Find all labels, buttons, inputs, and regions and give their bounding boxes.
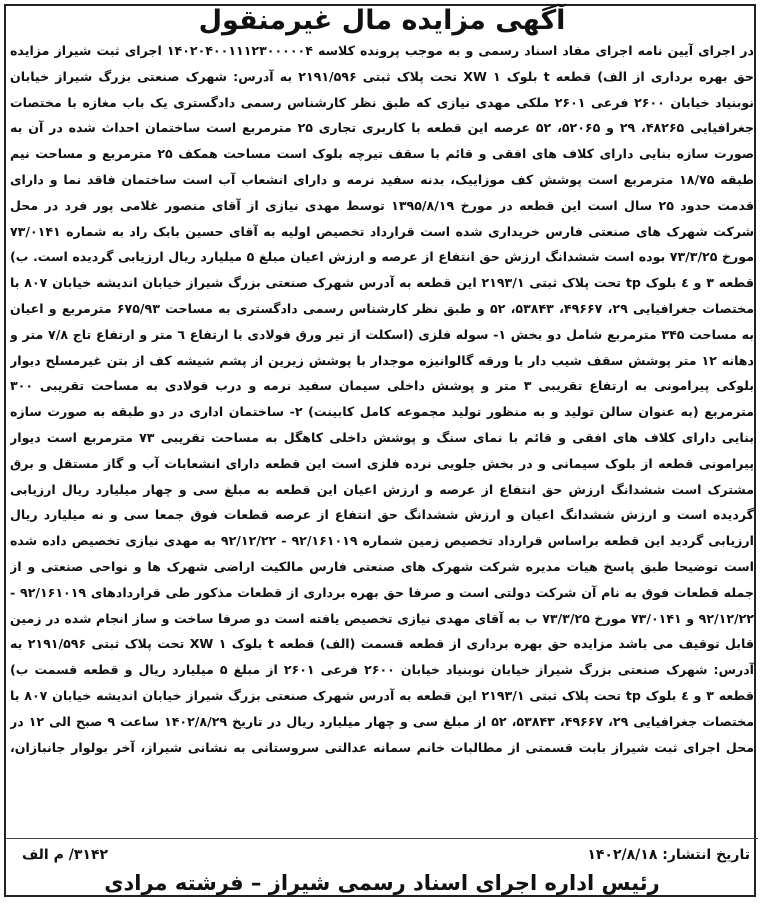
publish-date [587,845,750,865]
reference-number: ۳۱۴۲/ م الف [22,847,109,863]
footer-divider [6,838,758,839]
publish-date-value: ۱۴۰۲/۸/۱۸ [587,847,658,863]
publish-date-label: تاریخ انتشار: [662,847,750,863]
notice-title: آگهی مزایده مال غیرمنقول [198,5,566,36]
notice-body: در اجرای آیین نامه اجرای مفاد اسناد رسمی و به موجب پرونده کلاسه ۱۴۰۲۰۴۰۰۱۱۱۲۳۰۰۰۰۰۴ اجرای ثبت شیراز مزایده حق بهره برداری از الف) قطعه t بلوک ۱ XW تحت پلاک ثبتی ۲۱۹۱/۵۹۶ به آدرس: شهرک صنعتی بزرگ شیراز خیابان نوبنیاد خیابان ۲۶۰۰ فرعی ۲۶۰۱ ملکی مهدی نیازی که طبق نظر کارشناس رسمی دادگستری یک باب مغازه با مختصات جغرافیایی ۴۸۲۶۵، ۲۹ و ۵۲۰۶۵، ۵۲ عرصه این قطعه با کاربری تجاری ۲۵ مترمربع است ساختمان احداث شده در آن به صورت سازه بنایی دارای کلاف های افقی و قائم با سقف تیرچه بلوک است مساحت همکف ۲۵ مترمربع و مساحت نیم طبقه ۱۸/۷۵ مترمربع است پوشش کف موزاییک، بدنه سفید نرمه و دارای انشعاب آب است ساختمان فاقد نما و دارای قدمت حدود ۲۵ سال است این قطعه در مورخ ۱۳۹۵/۸/۱۹ توسط مهدی نیازی از آقای منصور غلامی پور فرد در محل شرکت شهرک های صنعتی فارس خریداری شده است قرارداد تخصیص اولیه به آقای حسین بابک راد به شماره ۷۳/۰۱۴۱ مورخ ۷۳/۳/۲۵ بوده است ششدانگ ارزش حق انتفاع از عرصه و ارزش اعیان مبلغ ۵ میلیارد ریال ارزیابی گردیده است. ب) قطعه ۳ و ٤ بلوک tp تحت پلاک ثبتی ۲۱۹۳/۱ این قطعه به آدرس شهرک صنعتی بزرگ شیراز خیابان اندیشه خیابان ۸۰۷ با مختصات جغرافیایی ۲۹، ۴۹۶۶۷، ۵۳۸۴۳، ۵۲ و طبق نظر کارشناس رسمی دادگستری به مساحت ۶۷۵/۹۳ مترمربع و اعیان به مساحت ۳۴۵ مترمربع شامل دو بخش ۱- سوله فلزی (اسکلت از تیر ورق فولادی با ارتفاع ٦ متر و ارتفاع تاج ۷/۸ متر و دهانه ۱۲ متر پوشش سقف شیب دار با ورقه گالوانیزه موجدار با پوشش زیرین از پشم شیشه کف از بتن غیرمسلح دیوار بلوکی پیرامونی به ارتفاع تقریبی ۳ متر و پوشش داخلی سیمان سفید نرمه و درب فولادی به مساحت تقریبی ۳۰۰ مترمربع (به عنوان سالن تولید و به منظور تولید مجموعه کامل کابینت) ۲- ساختمان اداری در دو طبقه به صورت سازه بنایی دارای کلاف های افقی و قائم با نمای سنگ و پوشش داخلی کاهگل به مساحت تقریبی ۷۳ مترمربع است دیوار پیرامونی قطعه از بلوک سیمانی و در بخش جلویی نرده فلزی است این قطعه دارای انشعابات آب و گاز مستقل و برق مشترک است ششدانگ ارزش حق انتفاع از عرصه و ارزش اعیان این قطعه به مبلغ سی و چهار میلیارد ریال ارزیابی گردیده است و ارزش ششدانگ اعیان و ارزش ششدانگ حق انتفاع از عرصه قطعات فوق جمعا سی و نه میلیارد ریال ارزیابی گردید این قطعه براساس قرارداد تخصیص زمین شماره ۹۲/۱۶۱۰۱۹ - ۹۲/۱۲/۲۲ به مهدی نیازی تخصیص داده شده است توضیحا طبق پاسخ هیات مدیره شرکت شهرک های صنعتی فارس مالکیت اراضی شهرک ها و نواحی صنعتی و از جمله قطعات فوق به نام آن شرکت دولتی است و صرفا حق بهره برداری از قطعات مذکور طی قراردادهای ۹۲/۱۶۱۰۱۹ - ۹۲/۱۲/۲۲ و ۷۳/۰۱۴۱ مورخ ۷۳/۳/۲۵ ب به آقای مهدی نیازی تخصیص یافته است دو صرفا ساخت و ساز انجام شده در زمین قابل توقیف می باشد مزایده حق بهره برداری از قطعه قسمت (الف) قطعه t بلوک ۱ XW تحت پلاک ثبتی ۲۱۹۱/۵۹۶ به آدرس: شهرک صنعتی بزرگ شیراز خیابان نوبنیاد خیابان ۲۶۰۰ فرعی ۲۶۰۱ از مبلغ ۵ میلیارد ریال و قطعه قسمت ب) قطعه ۳ و ٤ بلوک tp تحت پلاک ثبتی ۲۱۹۳/۱ این قطعه به آدرس شهرک صنعتی بزرگ شیراز خیابان اندیشه خیابان ۸۰۷ با مختصات جغرافیایی ۲۹، ۴۹۶۶۷، ۵۳۸۴۳، ۵۲ از مبلغ سی و چهار میلیارد ریال در تاریخ ۱۴۰۲/۸/۲۹ ساعت ۹ صبح الی ۱۲ در محل اجرای ثبت شیراز بابت قسمتی از مطالبات خانم سمانه عدالتی سروستانی به نشانی شیراز، آخر بولوار جانبازان، [10,43,754,755]
signature-line: رئیس اداره اجرای اسناد رسمی شیراز – فرشته مرادی [104,871,660,895]
